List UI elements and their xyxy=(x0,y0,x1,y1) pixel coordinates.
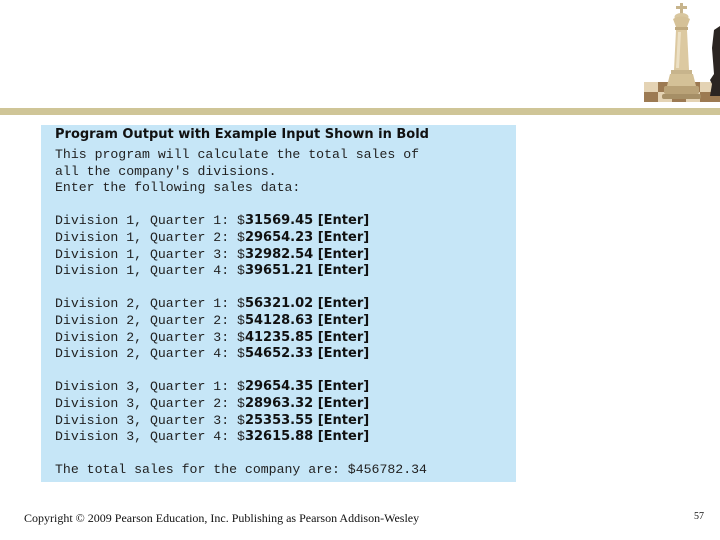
intro-line: This program will calculate the total sales of xyxy=(55,147,420,162)
program-output-panel xyxy=(41,125,516,482)
sales-entry-line xyxy=(55,213,427,230)
entry-input: 25353.55 [Enter] xyxy=(244,412,370,428)
entry-prompt: Division 2, Quarter 1: $ xyxy=(55,296,245,312)
sales-entry-line xyxy=(55,296,427,313)
sales-entry-line xyxy=(55,413,427,430)
sales-entry-line xyxy=(55,230,427,247)
total-sales-line: The total sales for the company are: $456782.34 xyxy=(55,462,427,478)
sales-entry-line xyxy=(55,429,427,446)
entry-input: 54128.63 [Enter] xyxy=(244,312,370,328)
entry-prompt: Division 1, Quarter 1: $ xyxy=(55,213,245,229)
sales-entry-line xyxy=(55,263,427,280)
blank-line xyxy=(55,363,427,380)
entry-prompt: Division 1, Quarter 4: $ xyxy=(55,263,245,279)
blank-line xyxy=(55,280,427,297)
entry-input: 29654.35 [Enter] xyxy=(244,379,370,395)
panel-title: Program Output with Example Input Shown in Bold xyxy=(55,127,429,142)
entry-input: 31569.45 [Enter] xyxy=(244,213,370,229)
entry-input: 29654.23 [Enter] xyxy=(244,229,370,245)
entry-prompt: Division 3, Quarter 1: $ xyxy=(55,379,245,395)
blank-line xyxy=(55,197,427,214)
entry-prompt: Division 3, Quarter 3: $ xyxy=(55,412,245,428)
entry-prompt: Division 2, Quarter 4: $ xyxy=(55,346,245,362)
blank-line xyxy=(55,446,427,463)
sales-entry-line xyxy=(55,330,427,347)
entry-prompt: Division 2, Quarter 3: $ xyxy=(55,329,245,345)
intro-line: Enter the following sales data: xyxy=(55,180,301,196)
sales-entry-line xyxy=(55,313,427,330)
intro-line: all the company's divisions. xyxy=(55,163,277,179)
entry-input: 39651.21 [Enter] xyxy=(244,263,370,279)
entry-prompt: Division 1, Quarter 2: $ xyxy=(55,229,245,245)
sales-entry-line xyxy=(55,379,427,396)
sales-entry-line xyxy=(55,346,427,363)
copyright-footer: Copyright © 2009 Pearson Education, Inc. Publishing as Pearson Addison-Wesley xyxy=(24,511,420,525)
entry-prompt: Division 3, Quarter 4: $ xyxy=(55,429,245,445)
entry-prompt: Division 3, Quarter 2: $ xyxy=(55,395,245,411)
chess-pieces-icon xyxy=(640,0,720,112)
sales-entry-line xyxy=(55,247,427,264)
entry-prompt: Division 2, Quarter 2: $ xyxy=(55,312,245,328)
entry-prompt: Division 1, Quarter 3: $ xyxy=(55,246,245,262)
entry-input: 32982.54 [Enter] xyxy=(244,246,370,262)
entry-input: 56321.02 [Enter] xyxy=(244,296,370,312)
sales-entry-line xyxy=(55,396,427,413)
page-number: 57 xyxy=(694,511,704,522)
entry-input: 41235.85 [Enter] xyxy=(244,329,370,345)
entry-input: 32615.88 [Enter] xyxy=(244,429,370,445)
header-rule xyxy=(0,108,720,115)
console-output xyxy=(55,147,427,479)
entry-input: 28963.32 [Enter] xyxy=(244,395,370,411)
entry-input: 54652.33 [Enter] xyxy=(244,346,370,362)
